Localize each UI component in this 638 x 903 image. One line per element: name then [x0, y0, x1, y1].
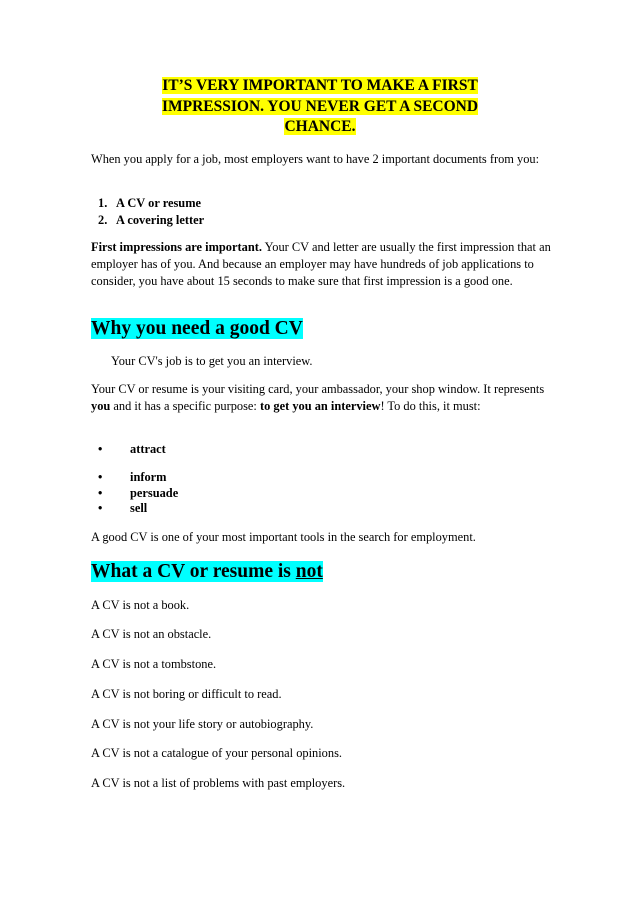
documents-list	[98, 195, 204, 229]
list-item: A CV is not a tombstone.	[91, 657, 217, 671]
cv-purpose-list-cont	[98, 470, 178, 517]
list-item: • attract	[98, 442, 166, 456]
list-item: A CV is not your life story or autobiography.	[91, 717, 314, 731]
section-heading-why: Why you need a good CV	[91, 318, 303, 339]
title-line-1: IT’S VERY IMPORTANT TO MAKE A FIRST	[162, 77, 478, 94]
list-item: 1. A CV or resume	[98, 196, 202, 210]
section1-closing: A good CV is one of your most important tools in the search for employment.	[91, 530, 476, 544]
list-item: 2. A covering letter	[98, 213, 205, 227]
list-item: A CV is not an obstacle.	[91, 627, 212, 641]
impressions-paragraph	[91, 239, 561, 291]
section-heading-what-not: What a CV or resume is not	[91, 561, 323, 582]
list-item: A CV is not a book.	[91, 598, 190, 612]
list-item: • persuade	[98, 485, 179, 500]
section1-subline: Your CV's job is to get you an interview.	[111, 354, 313, 368]
list-item: A CV is not a list of problems with past employers.	[91, 776, 346, 790]
list-item: • inform	[98, 470, 167, 484]
page-title	[120, 76, 520, 138]
section1-paragraph: Your CV or resume is your visiting card, your ambassador, your shop window. It represents you and it has a specific purpose: to get you an interview! To do this, it must:	[91, 382, 545, 414]
list-item: • sell	[98, 501, 148, 515]
list-item: A CV is not a catalogue of your personal opinions.	[91, 746, 342, 760]
cv-purpose-list	[98, 442, 166, 458]
impressions-text: Your CV and letter are usually the first impression that an employer has of you. And because an employer may have hundreds of job applications to consider, you have about 15 seconds to make sure that first impression is a good one.	[91, 240, 551, 289]
title-line-2: IMPRESSION. YOU NEVER GET A SECOND	[161, 97, 479, 115]
impressions-lead: First impressions are important.	[91, 240, 262, 254]
title-line-3: CHANCE.	[284, 118, 356, 135]
list-item: A CV is not boring or difficult to read.	[91, 687, 282, 701]
intro-paragraph: When you apply for a job, most employers want to have 2 important documents from you:	[91, 152, 540, 166]
